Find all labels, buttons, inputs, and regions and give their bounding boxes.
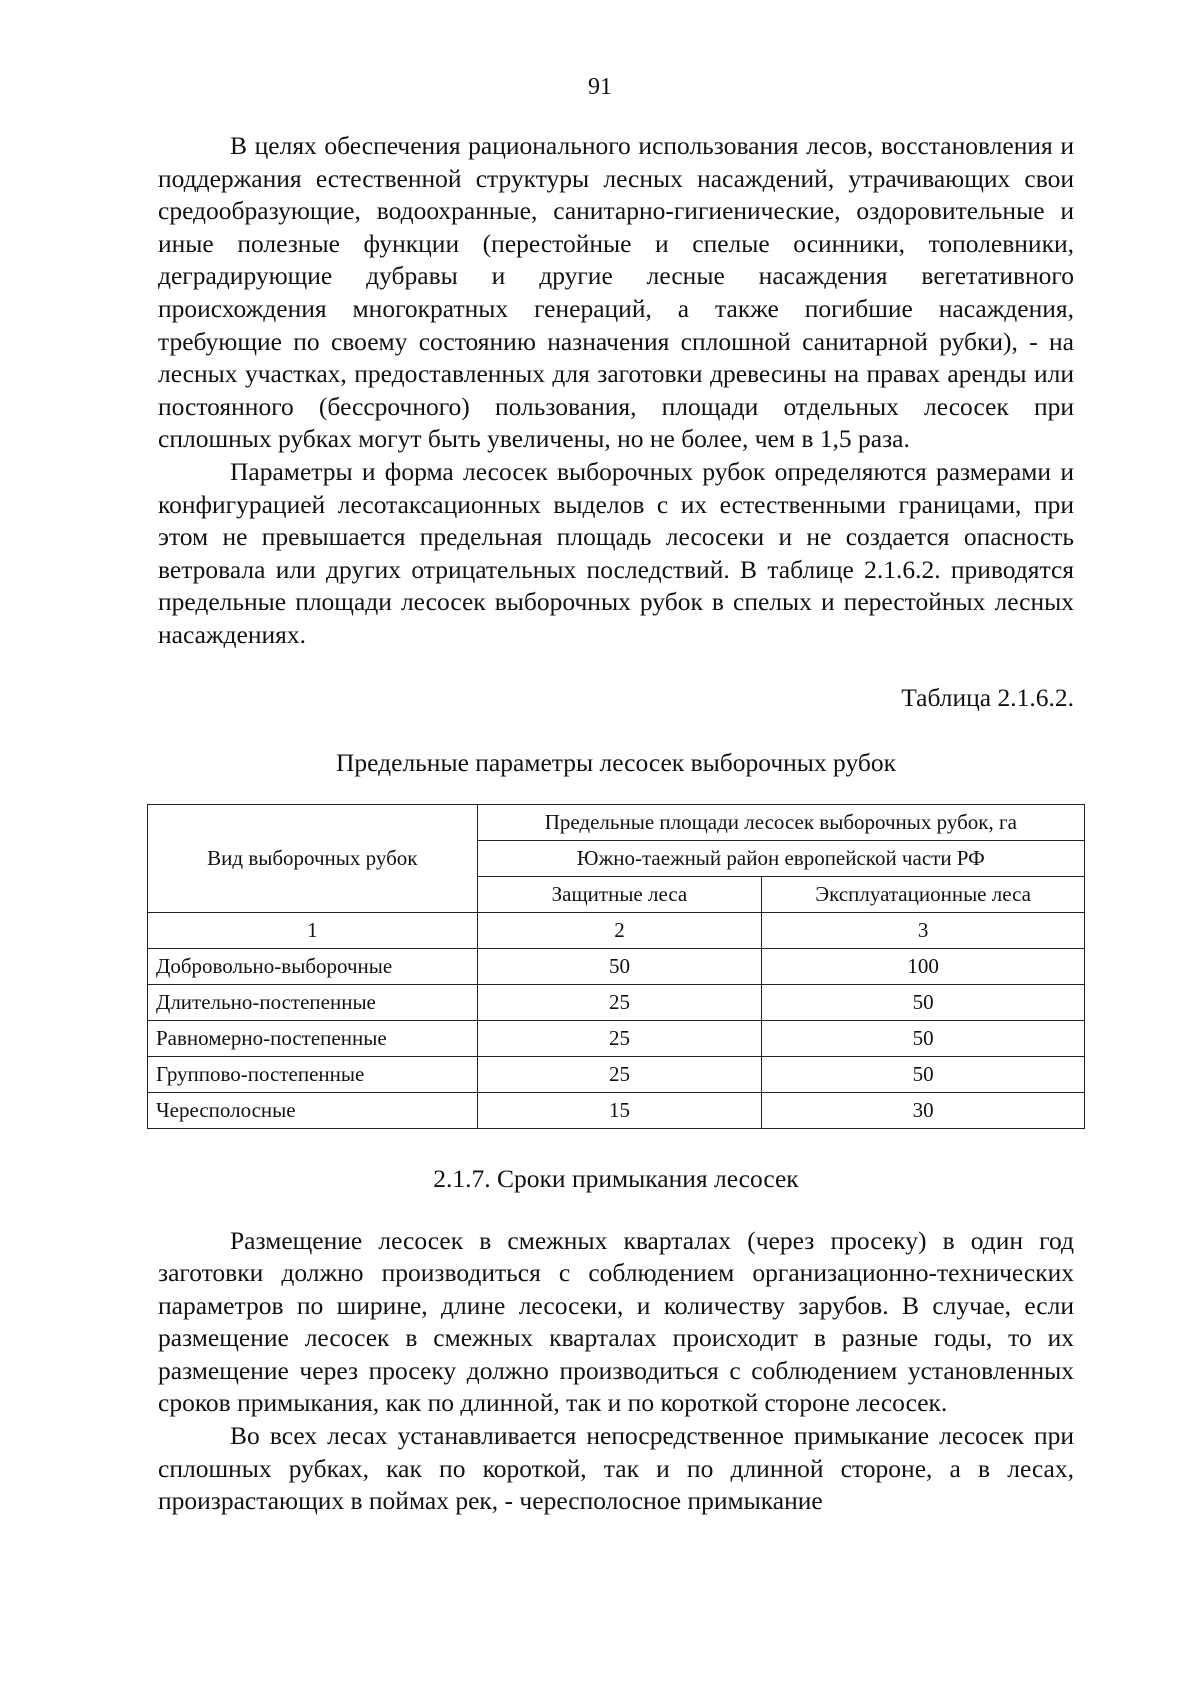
protective-area-cell: 50 <box>477 948 762 984</box>
protective-area-cell: 25 <box>477 1056 762 1092</box>
header-exploitation-forests: Эксплуатационные леса <box>762 876 1085 912</box>
table-row <box>148 948 1085 984</box>
section-paragraph-2: Во всех лесах устанавливается непосредственное примыкание лесосек при сплошных рубках, как по короткой, так и по длинной стороне, а в лесах, произрастающих в поймах рек, - чересполосное примыкание <box>158 1421 1074 1516</box>
header-cutting-type: Вид выборочных рубок <box>148 804 478 912</box>
table-caption: Таблица 2.1.6.2. <box>901 682 1074 712</box>
cutting-type-cell: Чересполосные <box>148 1092 478 1128</box>
column-number: 3 <box>762 912 1085 948</box>
exploitation-area-cell: 50 <box>762 1056 1085 1092</box>
cutting-type-cell: Добровольно-выборочные <box>148 948 478 984</box>
cutting-type-cell: Группово-постепенные <box>148 1056 478 1092</box>
table-row <box>148 984 1085 1020</box>
protective-area-cell: 25 <box>477 984 762 1020</box>
limits-table <box>147 804 1085 1129</box>
column-number: 1 <box>148 912 478 948</box>
page-number: 91 <box>588 74 612 100</box>
exploitation-area-cell: 30 <box>762 1092 1085 1128</box>
cutting-type-cell: Длительно-постепенные <box>148 984 478 1020</box>
table-numbering-row <box>148 912 1085 948</box>
table-row <box>148 1020 1085 1056</box>
section-title: 2.1.7. Сроки примыкания лесосек <box>433 1163 799 1193</box>
table-row <box>148 1092 1085 1128</box>
header-area-limits: Предельные площади лесосек выборочных рубок, га <box>477 804 1084 840</box>
table-title: Предельные параметры лесосек выборочных рубок <box>336 747 896 777</box>
intro-paragraph-2: Параметры и форма лесосек выборочных рубок определяются размерами и конфигурацией лесотаксационных выделов с их естественными границами, при этом не превышается предельная площадь лесосеки и не создается опасность ветровала или других отрицательных последствий. В таблице 2.1.6.2. приводятся предельные площади лесосек выборочных рубок в спелых и перестойных лесных насаждениях. <box>158 456 1074 649</box>
exploitation-area-cell: 100 <box>762 948 1085 984</box>
cutting-type-cell: Равномерно-постепенные <box>148 1020 478 1056</box>
table-row <box>148 1056 1085 1092</box>
protective-area-cell: 25 <box>477 1020 762 1056</box>
column-number: 2 <box>477 912 762 948</box>
header-protective-forests: Защитные леса <box>477 876 762 912</box>
protective-area-cell: 15 <box>477 1092 762 1128</box>
intro-paragraph-1: В целях обеспечения рационального использования лесов, восстановления и поддержания естественной структуры лесных насаждений, утрачивающих свои средообразующие, водоохранные, санитарно-гигиенические, оздоровительные и иные полезные функции (перестойные и спелые осинники, тополевники, деградирующие дубравы и другие лесные насаждения вегетативного происхождения многократных генераций, а также погибшие насаждения, требующие по своему состоянию назначения сплошной санитарной рубки), - на лесных участках, предоставленных для заготовки древесины на правах аренды или постоянного (бессрочного) пользования, площади отдельных лесосек при сплошных рубках могут быть увеличены, но не более, чем в 1,5 раза. <box>158 131 1074 454</box>
page-content <box>158 130 1074 1518</box>
exploitation-area-cell: 50 <box>762 1020 1085 1056</box>
exploitation-area-cell: 50 <box>762 984 1085 1020</box>
header-region: Южно-таежный район европейской части РФ <box>477 840 1084 876</box>
section-body <box>158 1225 1074 1518</box>
table-header-row <box>148 804 1085 840</box>
section-paragraph-1: Размещение лесосек в смежных кварталах (через просеку) в один год заготовки должно производиться с соблюдением организационно-технических параметров по ширине, длине лесосеки, и количеству зарубов. В случае, если размещение лесосек в смежных кварталах происходит в разные годы, то их размещение через просеку должно производиться с соблюдением установленных сроков примыкания, как по длинной, так и по короткой стороне лесосек. <box>158 1225 1074 1418</box>
